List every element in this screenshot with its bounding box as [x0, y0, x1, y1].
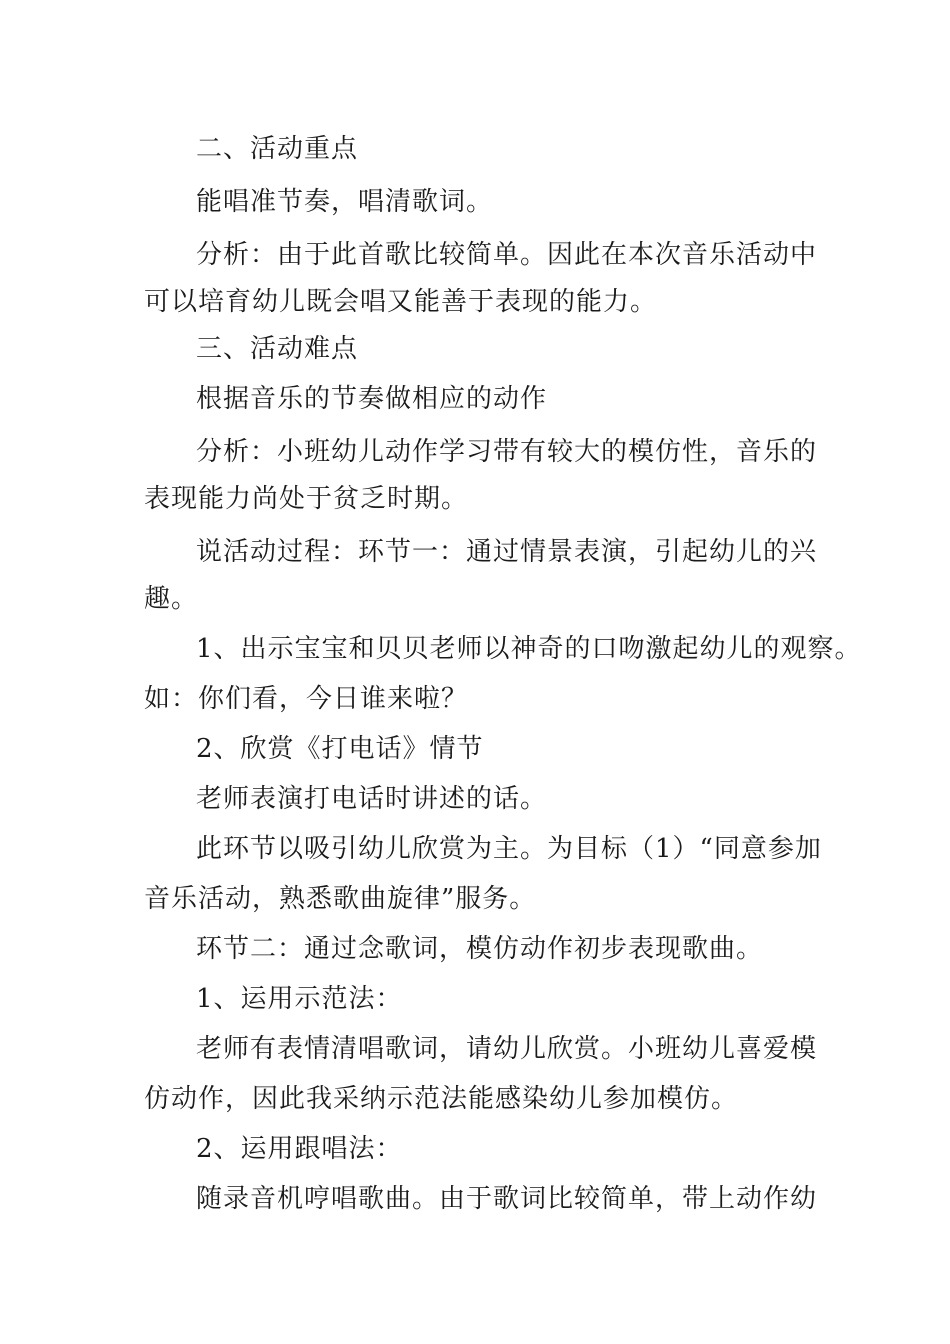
- paragraph-line: 表现能力尚处于贫乏时期。: [144, 484, 469, 514]
- paragraph-line: 环节二：通过念歌词，模仿动作初步表现歌曲。: [196, 934, 764, 964]
- paragraph-line: 趣。: [144, 584, 199, 614]
- paragraph-line: 可以培育幼儿既会唱又能善于表现的能力。: [144, 287, 658, 317]
- paragraph-line: 2、运用跟唱法：: [196, 1134, 403, 1164]
- paragraph-line: 分析：小班幼儿动作学习带有较大的模仿性，音乐的: [196, 437, 818, 467]
- paragraph-line: 老师表演打电话时讲述的话。: [196, 784, 548, 814]
- paragraph-line: 仿动作，因此我采纳示范法能感染幼儿参加模仿。: [144, 1084, 739, 1114]
- paragraph-line: 此环节以吸引幼儿欣赏为主。为目标（1）“同意参加: [196, 834, 822, 864]
- paragraph-line: 根据音乐的节奏做相应的动作: [196, 384, 548, 414]
- paragraph-line: 如：你们看，今日谁来啦？: [144, 684, 469, 714]
- paragraph-line: 2、欣赏《打电话》情节: [196, 734, 484, 764]
- paragraph-line: 说活动过程：环节一：通过情景表演，引起幼儿的兴: [196, 537, 818, 567]
- paragraph-line: 分析：由于此首歌比较简单。因此在本次音乐活动中: [196, 240, 818, 270]
- section-heading-focus: 二、活动重点: [196, 134, 359, 164]
- paragraph-line: 随录音机哼唱歌曲。由于歌词比较简单，带上动作幼: [196, 1184, 818, 1214]
- paragraph-line: 音乐活动，熟悉歌曲旋律”服务。: [144, 884, 537, 914]
- paragraph-line: 老师有表情清唱歌词，请幼儿欣赏。小班幼儿喜爱模: [196, 1034, 818, 1064]
- paragraph-line: 1、出示宝宝和贝贝老师以神奇的口吻激起幼儿的观察。: [196, 634, 862, 664]
- paragraph-line: 能唱准节奏，唱清歌词。: [196, 187, 494, 217]
- paragraph-line: 1、运用示范法：: [196, 984, 403, 1014]
- section-heading-difficulty: 三、活动难点: [196, 334, 359, 364]
